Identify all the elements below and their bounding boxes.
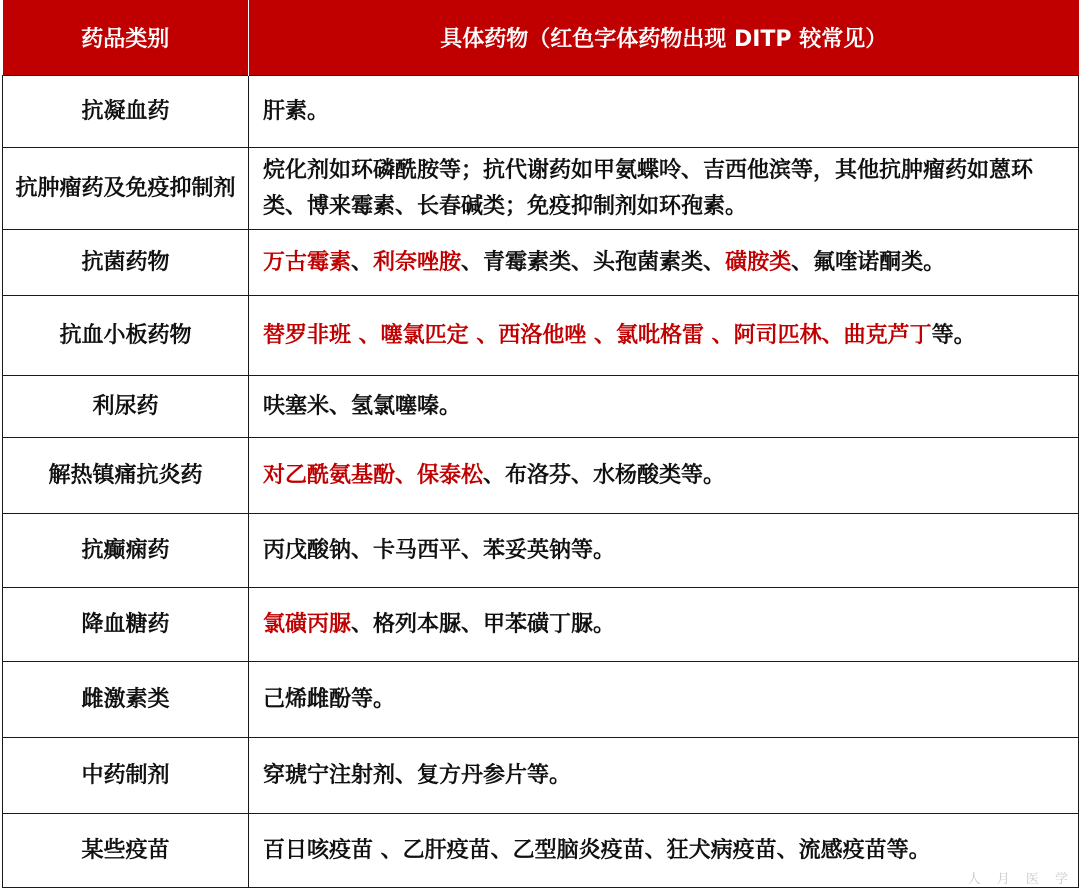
drug-detail-cell (249, 230, 1079, 296)
category-cell: 某些疫苗 (3, 814, 249, 888)
drug-text: 、格列本脲、甲苯磺丁脲。 (351, 611, 616, 637)
category-cell: 解热镇痛抗炎药 (3, 438, 249, 514)
drug-table (2, 0, 1079, 888)
drug-detail-cell (249, 296, 1079, 376)
watermark-text: 人 月 医 学 (967, 872, 1074, 887)
table-row (3, 814, 1079, 888)
drug-detail-cell (249, 148, 1079, 230)
table-row (3, 230, 1079, 296)
category-cell: 抗凝血药 (3, 76, 249, 148)
drug-detail-cell (249, 514, 1079, 588)
drug-text: 、 (351, 249, 374, 275)
table-row (3, 148, 1079, 230)
table-row (3, 588, 1079, 662)
drug-text: 百日咳疫苗 、乙肝疫苗、乙型脑炎疫苗、狂犬病疫苗、流感疫苗等。 (263, 837, 931, 863)
highlighted-drug-text: 对乙酰氨基酚、保泰松 (263, 462, 484, 488)
table-row (3, 376, 1079, 438)
category-cell: 雌激素类 (3, 662, 249, 738)
highlighted-drug-text: 万古霉素 (263, 249, 352, 275)
table-header (3, 0, 1079, 76)
drug-detail-cell (249, 662, 1079, 738)
drug-text: 呋塞米、氢氯噻嗪。 (263, 393, 462, 419)
table-row (3, 662, 1079, 738)
table-row (3, 296, 1079, 376)
category-cell: 降血糖药 (3, 588, 249, 662)
table-row (3, 514, 1079, 588)
table-row (3, 76, 1079, 148)
category-cell: 中药制剂 (3, 738, 249, 814)
drug-text: 、青霉素类、头孢菌素类、 (461, 249, 726, 275)
drug-text: 烷化剂如环磷酰胺等；抗代谢药如甲氨蝶呤、吉西他滨等，其他抗肿瘤药如蒽环类、博来霉素、长春碱类；免疫抑制剂如环孢素。 (263, 157, 1034, 219)
drug-text: 、氟喹诺酮类。 (791, 249, 946, 275)
highlighted-drug-text: 磺胺类 (725, 249, 792, 275)
table-row (3, 738, 1079, 814)
category-cell: 抗血小板药物 (3, 296, 249, 376)
highlighted-drug-text: 利奈唑胺 (373, 249, 462, 275)
highlighted-drug-text: 替罗非班 、噻氯匹定 、西洛他唑 、氯吡格雷 、阿司匹林、曲克芦丁 (263, 322, 932, 348)
drug-detail-cell (249, 588, 1079, 662)
table-body (3, 76, 1079, 888)
drug-text: 肝素。 (263, 98, 330, 124)
category-cell: 利尿药 (3, 376, 249, 438)
drug-detail-cell (249, 76, 1079, 148)
drug-text: 穿琥宁注射剂、复方丹参片等。 (263, 762, 572, 788)
header-category: 药品类别 (3, 0, 249, 76)
drug-text: 、布洛芬、水杨酸类等。 (483, 462, 726, 488)
highlighted-drug-text: 氯磺丙脲 (263, 611, 352, 637)
category-cell: 抗癫痫药 (3, 514, 249, 588)
category-cell: 抗肿瘤药及免疫抑制剂 (3, 148, 249, 230)
drug-text: 等。 (931, 322, 976, 348)
drug-detail-cell (249, 738, 1079, 814)
drug-detail-cell (249, 376, 1079, 438)
header-row (3, 0, 1079, 76)
table-row (3, 438, 1079, 514)
drug-text: 丙戊酸钠、卡马西平、苯妥英钠等。 (263, 537, 616, 563)
drug-detail-cell (249, 438, 1079, 514)
drug-detail-cell (249, 814, 1079, 888)
category-cell: 抗菌药物 (3, 230, 249, 296)
header-detail: 具体药物（红色字体药物出现 DITP 较常见） (249, 0, 1079, 76)
drug-text: 己烯雌酚等。 (263, 686, 396, 712)
